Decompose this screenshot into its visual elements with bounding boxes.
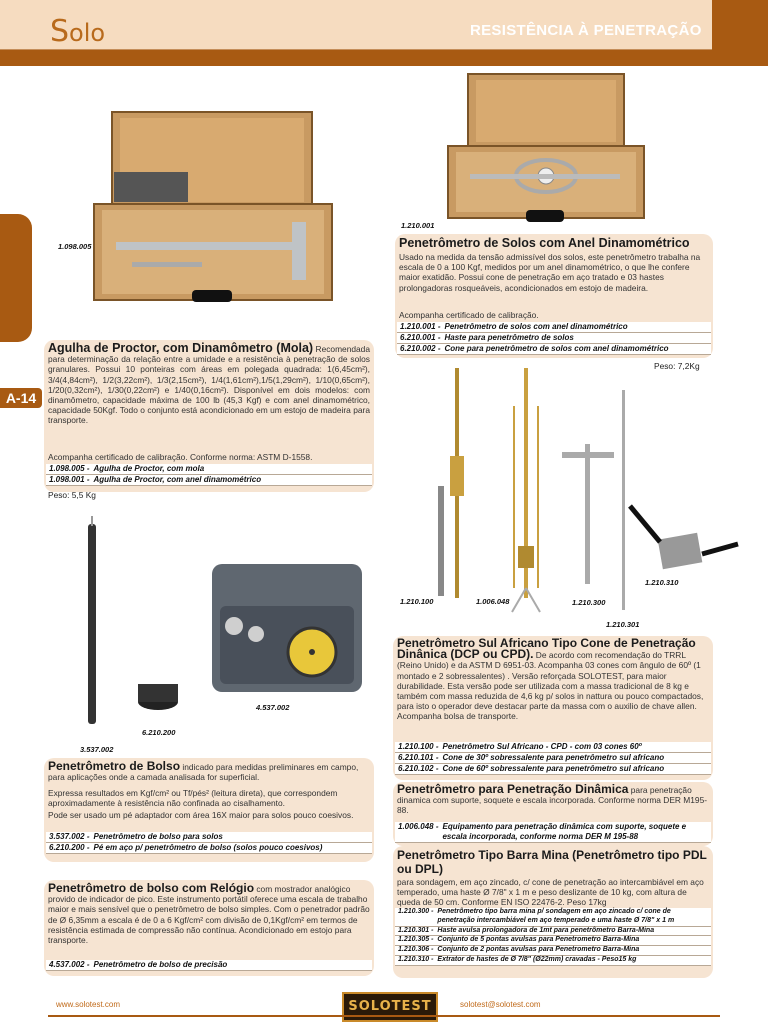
item-text: Penetrômetro de solos com anel dinamométrico xyxy=(444,322,628,331)
item-code: 1.006.048 - xyxy=(398,822,439,831)
item-code: 1.210.301 - xyxy=(398,926,434,934)
dinamica-title: Penetrômetro para Penetração Dinâmica xyxy=(397,782,629,796)
item-code: 3.537.002 - xyxy=(49,832,90,841)
item-text: Penetrômetro de bolso de precisão xyxy=(93,960,228,969)
relogio-item-list xyxy=(46,960,372,971)
dinamica-description: para penetração dinamica com suporte, soquete e escala incorporada. Conforme norma DER M195-88. xyxy=(397,785,708,816)
footer-website[interactable]: www.solotest.com xyxy=(56,1000,121,1009)
anel-weight: Peso: 7,2Kg xyxy=(654,361,700,371)
list-item xyxy=(395,956,711,966)
anel-item-list xyxy=(397,322,711,355)
item-text: Agulha de Proctor, com mola xyxy=(93,464,205,473)
section-title: RESISTÊNCIA À PENETRAÇÃO xyxy=(470,22,702,39)
proctor-product-box xyxy=(44,340,374,492)
item-text: Haste para penetrômetro de solos xyxy=(444,333,574,342)
dcp-description-block xyxy=(397,638,711,722)
category-rest: olo xyxy=(69,19,106,47)
footer-email[interactable]: solotest@solotest.com xyxy=(460,1000,541,1009)
list-item xyxy=(46,960,372,971)
list-item xyxy=(46,475,372,486)
list-item xyxy=(46,832,372,843)
page-header xyxy=(0,0,768,66)
list-item xyxy=(395,742,711,753)
list-item xyxy=(397,322,711,333)
proctor-item-list xyxy=(46,464,372,486)
item-text: Equipamento para penetração dinâmica com suporte, soquete e escala incorporada, conforme norma DER M 195-88 xyxy=(442,822,687,841)
barra-item-list xyxy=(395,908,711,966)
relogio-product-box xyxy=(44,880,374,976)
bolso-product-box xyxy=(44,758,374,862)
item-code: 1.210.310 - xyxy=(398,955,434,963)
relogio-description: com mostrador analógico provido de indicador de pico. Este instrumento portátil oferece uma escala de trabalho maior e mais sensível que o penetrômetro de bolso simples. Com o penetrador padrão de Ø 6,35mm a escala é de 0 a 6 Kgf/cm² com divisão de 0,1Kgf/cm² em termos de resistência estimada de compressão não contínua. Acondicionado em estojo para transporte. xyxy=(48,884,370,946)
page-number: A-14 xyxy=(0,388,42,408)
list-item xyxy=(397,333,711,344)
bolso-description-block xyxy=(48,761,370,782)
anel-product-box xyxy=(395,234,713,358)
barra-product-box xyxy=(393,846,713,978)
list-item xyxy=(395,764,711,775)
dcp-image-code: 1.210.100 xyxy=(400,597,434,606)
bolso-description-3: Pode ser usado um pé adaptador com área 16X maior para solos pouco coesivos. xyxy=(48,810,354,820)
item-text: Penetrômetro de bolso para solos xyxy=(93,832,223,841)
anel-cert: Acompanha certificado de calibração. xyxy=(399,310,539,320)
item-code: 1.210.300 - xyxy=(398,908,434,915)
header-band xyxy=(0,0,712,50)
tbar-image-code: 1.210.300 xyxy=(572,598,606,607)
proctor-description: Recomendada para determinação da relação entre a umidade e a resistência à penetração de solos granulares. Possui 10 ponteiras com áreas em polegada quadrada: 1(6,45cm²), 3/4(4,84cm²), 1/2(3,22cm²), 1/3(2,15cm²), 1/4(1,61cm²),1/5(1,29cm²), 1/10(0,65cm²), 1/20(0,32cm²), 1/30(0,22cm²) e 1/40(0,16cm²). Disponível em dois modelos: com dinamômetro, capacidade máxima de 100 lb (45,3 Kgf) e com anel dinamométrico, capacidade 50Kgf. Todo o conjunto está acondicionado em um estojo de madeira para transporte. xyxy=(48,344,370,426)
bolso-item-list xyxy=(46,832,372,854)
proctor-cert: Acompanha certificado de calibração. Conforme norma: ASTM D-1558. xyxy=(48,452,313,462)
item-text: Cone para penetrômetro de solos com anel dinamométrico xyxy=(444,344,669,353)
footer-divider xyxy=(48,1015,720,1017)
item-text: Pé em aço p/ penetrômetro de bolso (solos pouco coesivos) xyxy=(93,843,323,852)
anel-image-code: 1.210.001 xyxy=(401,221,435,230)
item-text: Extrator de hastes de Ø 7/8" (Ø22mm) cravadas - Peso15 kg xyxy=(437,955,637,963)
list-item xyxy=(395,753,711,764)
bolso-image-code: 3.537.002 xyxy=(80,745,114,754)
item-text: Cone de 30º sobressalente para penetrômetro sul africano xyxy=(442,753,665,762)
bolso-description-2: Expressa resultados em Kgf/cm² ou Tf/pés² (leitura direta), que correspondem aproximadamente à resistência não confinada ao cisalhamento. xyxy=(48,788,338,809)
dcp-description: De acordo com recomendação do TRRL (Reino Unido) e da ASTM D 6951-03. Acompanha 03 cones com ângulo de 60º (1 montado e 2 sobressalentes) . Versão reforçada SOLOTEST, para maior durabilidade. Esta versão pode ser utilizada com a massa tradicional de 8 kg e também com massa reduzida de 4,6 kg p/ solos in nattura ou pouco compactados, para isto o operador deve destacar parte da massa com o auxilio de chave allen. Acompanha bolsa de transporte. xyxy=(397,650,704,722)
item-code: 4.537.002 - xyxy=(49,960,90,969)
item-text: Penetrômetro tipo barra mina p/ sondagem em aço zincado c/ cone de penetração intercambiável em aço temperado e uma haste Ø 7/8" x 1 m xyxy=(437,908,675,924)
dinamica-image-code: 1.006.048 xyxy=(476,597,510,606)
anel-case-image xyxy=(446,72,646,230)
item-code: 6.210.002 - xyxy=(400,344,441,353)
item-text: Haste avulsa prolongadora de 1mt para penetrômetro Barra-Mina xyxy=(437,926,655,934)
item-code: 1.210.001 - xyxy=(400,322,441,331)
item-code: 1.098.001 - xyxy=(49,475,90,484)
proctor-weight: Peso: 5,5 Kg xyxy=(48,490,96,500)
list-item xyxy=(46,464,372,475)
category-title xyxy=(50,14,105,49)
anel-description: Usado na medida da tensão admissível dos solos, este penetrômetro trabalha na escala de 0 a 100 Kgf, medidos por um anel dinamométrico, o que lhe confere maior exatidão. Possui cone de penetração em aço tratado e 03 hastes prolongadoras rosqueáveis, acondicionados em estojo de madeira. xyxy=(399,252,701,293)
rod-image-code: 1.210.301 xyxy=(606,620,640,629)
footer-logo: SOLOTEST xyxy=(342,992,438,1022)
relogio-image-code: 4.537.002 xyxy=(256,703,290,712)
item-code: 6.210.101 - xyxy=(398,753,439,762)
item-code: 1.210.100 - xyxy=(398,742,439,751)
item-code: 1.210.306 - xyxy=(398,946,434,954)
proctor-image-code: 1.098.005 xyxy=(58,242,92,251)
proctor-description-block xyxy=(48,343,370,426)
list-item xyxy=(395,936,711,946)
list-item xyxy=(395,908,711,927)
item-text: Agulha de Proctor, com anel dinamométrico xyxy=(93,475,262,484)
barra-description: para sondagem, em aço zincado, c/ cone de penetração ao intercambiável em aço temperado, uma haste Ø 7/8" x 1 m e peso deslizante de 10 kg, com altura de queda de 50 cm. Conforme EN ISO 22476-2. Peso 17kg xyxy=(397,877,704,908)
dinamica-product-box xyxy=(393,782,713,846)
proctor-title: Agulha de Proctor, com Dinamômetro (Mola) xyxy=(48,341,314,355)
item-code: 1.098.005 - xyxy=(49,464,90,473)
proctor-case-image xyxy=(92,104,336,310)
dinamica-description-block xyxy=(397,784,711,816)
item-text: Conjunto de 2 pontas avulsas para Penetrometro Barra-Mina xyxy=(437,946,640,954)
item-text: Conjunto de 5 pontas avulsas para Penetrometro Barra-Mina xyxy=(437,936,640,944)
bolso-description-1: indicado para medidas preliminares em campo, para aplicações onde a camada analisada for superficial. xyxy=(48,762,359,783)
dcp-product-box xyxy=(393,636,713,780)
list-item xyxy=(397,344,711,355)
extractor-image-code: 1.210.310 xyxy=(645,578,679,587)
list-item xyxy=(395,822,711,843)
dinamica-item-list xyxy=(395,822,711,843)
bolso-title: Penetrômetro de Bolso xyxy=(48,759,181,773)
item-code: 1.210.305 - xyxy=(398,936,434,944)
list-item xyxy=(46,843,372,854)
item-code: 6.210.200 - xyxy=(49,843,90,852)
item-text: Penetrômetro Sul Africano - CPD - com 03 cones 60º xyxy=(442,742,642,751)
side-tab xyxy=(0,214,32,342)
dcp-title: Penetrômetro Sul Africano Tipo Cone de Penetração Dinânica (DCP ou CPD). xyxy=(397,636,696,662)
item-text: Cone de 60º sobressalente para penetrômetro sul africano xyxy=(442,764,665,773)
relogio-title: Penetrômetro de bolso com Relógio xyxy=(48,881,255,895)
pocket-penetrometers-image xyxy=(80,514,366,742)
relogio-description-block xyxy=(48,883,370,945)
penetrometers-image xyxy=(420,366,744,624)
list-item xyxy=(395,927,711,937)
dcp-item-list xyxy=(395,742,711,775)
item-code: 6.210.102 - xyxy=(398,764,439,773)
list-item xyxy=(395,946,711,956)
item-code: 6.210.001 - xyxy=(400,333,441,342)
category-initial: S xyxy=(50,14,70,49)
barra-title: Penetrômetro Tipo Barra Mina (Penetrômetro tipo PDL ou DPL) xyxy=(397,848,707,876)
cone-steel-image-code: 6.210.200 xyxy=(142,728,176,737)
anel-title: Penetrômetro de Solos com Anel Dinamométrico xyxy=(399,236,690,250)
